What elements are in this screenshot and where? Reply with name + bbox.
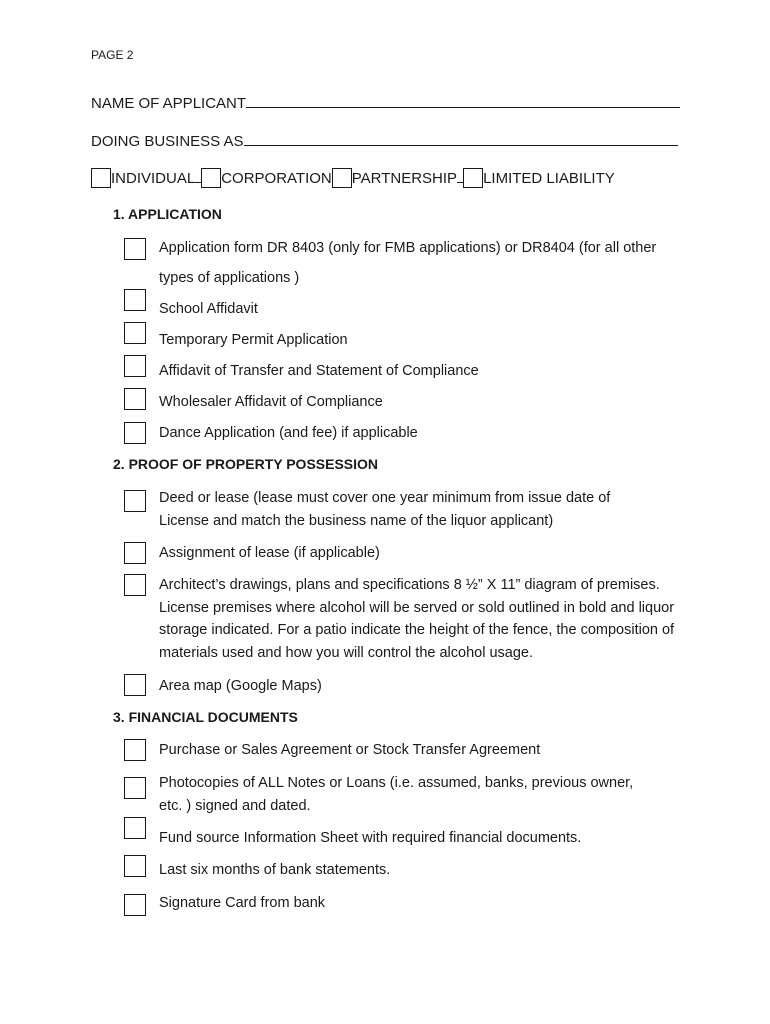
item-text: Signature Card from bank: [159, 895, 326, 911]
item-text: Temporary Permit Application: [159, 332, 348, 348]
item-checkbox[interactable]: [124, 388, 146, 410]
item-checkbox[interactable]: [124, 422, 146, 444]
limited-liability-checkbox[interactable]: [463, 168, 483, 188]
name-of-applicant-label: NAME OF APPLICANT: [91, 95, 247, 112]
section-financial-heading: 3. FINANCIAL DOCUMENTS: [113, 709, 298, 725]
item-text: Fund source Information Sheet with required financial documents.: [159, 830, 582, 846]
doing-business-as-label: DOING BUSINESS AS: [91, 133, 244, 150]
item-text: Application form DR 8403 (only for FMB applications) or DR8404 (for all other types of applications ): [159, 240, 657, 286]
section-property-heading: 2. PROOF OF PROPERTY POSSESSION: [113, 456, 379, 472]
partnership-label: PARTNERSHIP: [351, 170, 458, 187]
item-text: School Affidavit: [159, 301, 258, 317]
doing-business-as-field[interactable]: [91, 131, 678, 150]
item-checkbox[interactable]: [124, 574, 146, 596]
corporation-label: CORPORATION: [221, 170, 332, 187]
individual-checkbox[interactable]: [91, 168, 111, 188]
corporation-checkbox[interactable]: [201, 168, 221, 188]
name-of-applicant-input[interactable]: [246, 93, 680, 108]
item-text: Photocopies of ALL Notes or Loans (i.e. assumed, banks, previous owner, etc. ) signed and dated.: [159, 775, 634, 814]
item-text: Purchase or Sales Agreement or Stock Transfer Agreement: [159, 742, 541, 758]
item-checkbox[interactable]: [124, 739, 146, 761]
business-type-row: [91, 168, 615, 188]
item-checkbox[interactable]: [124, 894, 146, 916]
section-application-heading: 1. APPLICATION: [113, 206, 222, 222]
item-text: Architect’s drawings, plans and specifications 8 ½” X 11” diagram of premises. License premises where alcohol will be served or sold outlined in bold and liquor storage indicated. For a patio indicate the height of the fence, the composition of materials used and how you will control the alcohol usage.: [159, 577, 675, 661]
partnership-checkbox[interactable]: [332, 168, 352, 188]
item-text: Deed or lease (lease must cover one year minimum from issue date of License and match the business name of the liquor applicant): [159, 490, 611, 529]
item-text: Last six months of bank statements.: [159, 862, 391, 878]
doing-business-as-input[interactable]: [244, 131, 678, 146]
item-text: Dance Application (and fee) if applicable: [159, 425, 418, 441]
item-checkbox[interactable]: [124, 855, 146, 877]
item-checkbox[interactable]: [124, 490, 146, 512]
item-checkbox[interactable]: [124, 322, 146, 344]
item-checkbox[interactable]: [124, 674, 146, 696]
item-checkbox[interactable]: [124, 355, 146, 377]
item-text: Area map (Google Maps): [159, 678, 322, 694]
individual-label: INDIVIDUAL: [111, 170, 196, 187]
item-text: Affidavit of Transfer and Statement of Compliance: [159, 363, 479, 379]
item-text: Assignment of lease (if applicable): [159, 545, 380, 561]
item-text: Wholesaler Affidavit of Compliance: [159, 394, 383, 410]
item-checkbox[interactable]: [124, 238, 146, 260]
page-label: PAGE 2: [91, 48, 134, 62]
name-of-applicant-field[interactable]: [91, 93, 680, 112]
item-checkbox[interactable]: [124, 289, 146, 311]
limited-liability-label: LIMITED LIABILITY: [483, 170, 615, 187]
item-checkbox[interactable]: [124, 817, 146, 839]
item-checkbox[interactable]: [124, 542, 146, 564]
item-checkbox[interactable]: [124, 777, 146, 799]
